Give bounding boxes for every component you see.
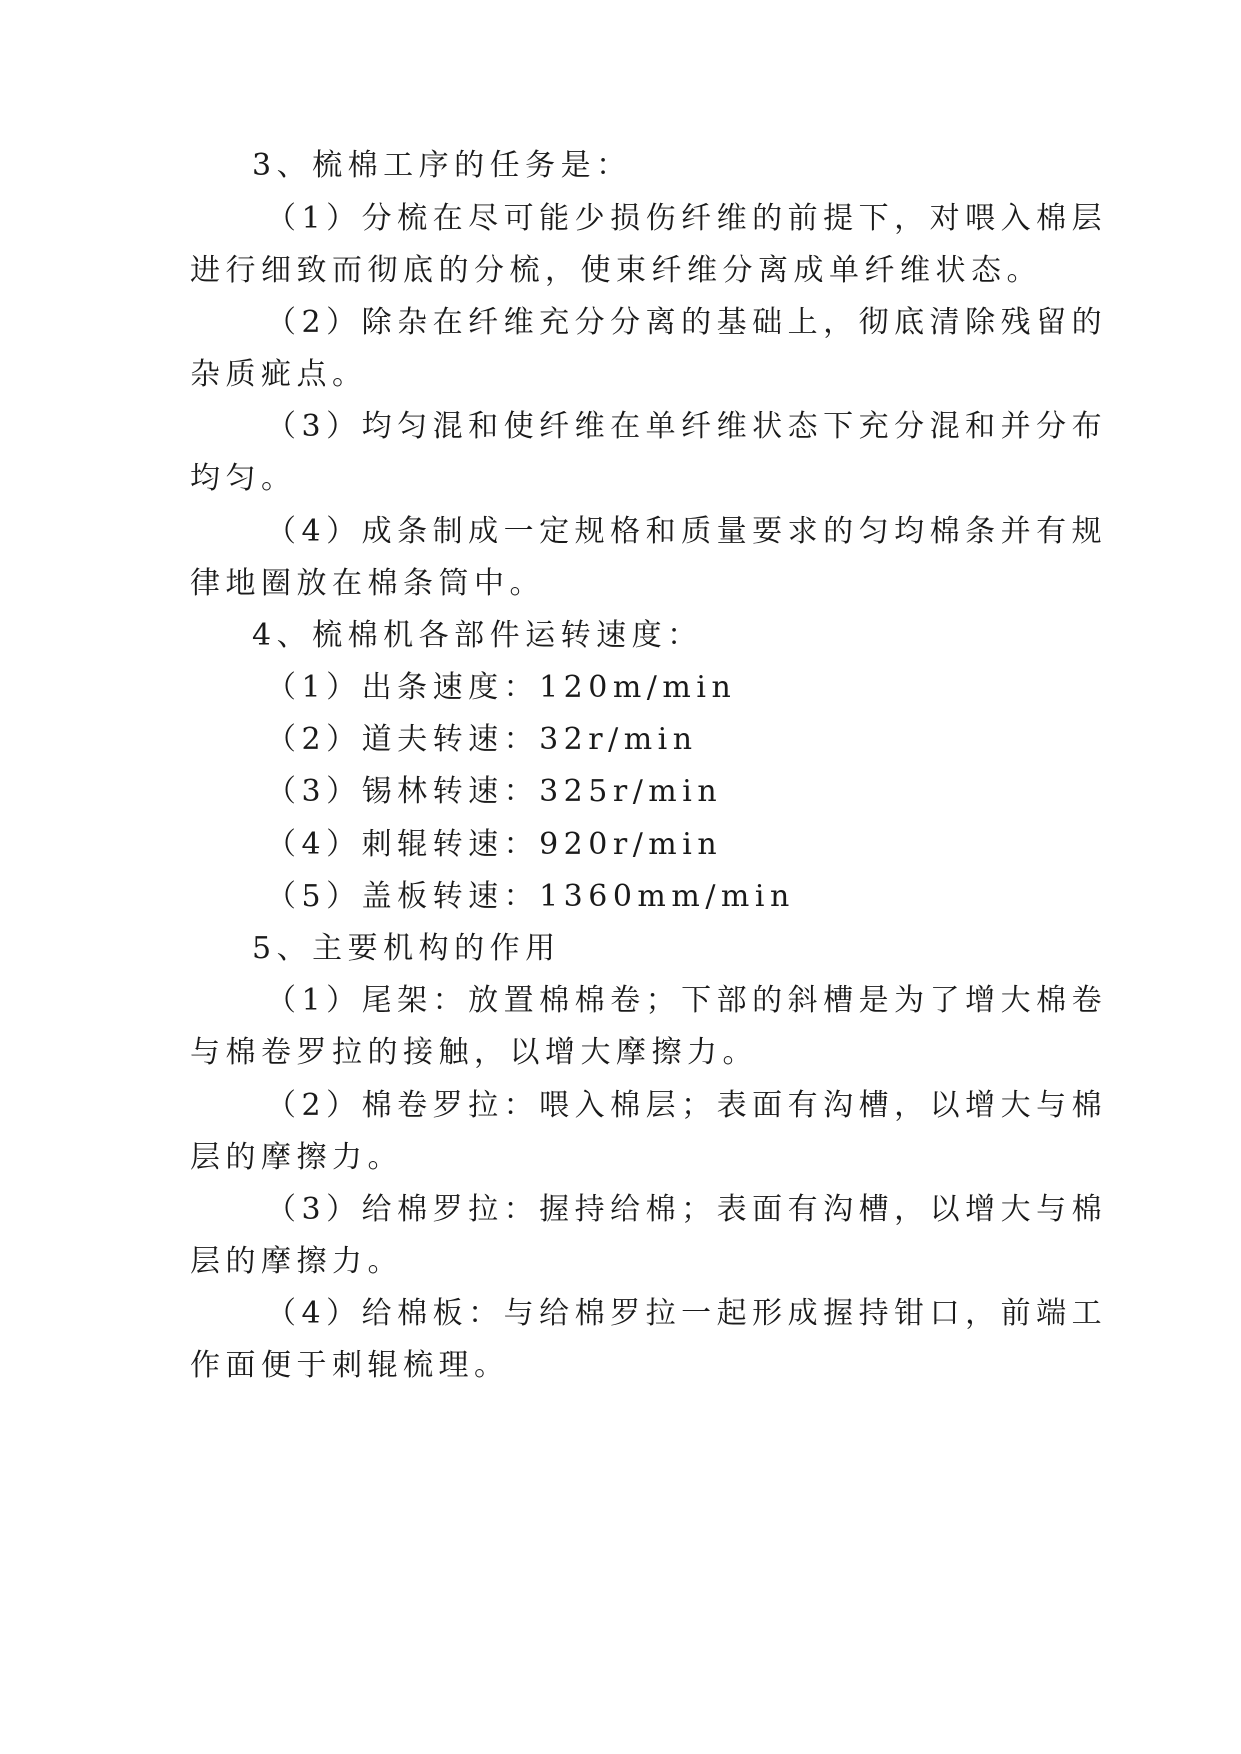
section-5-heading: 5、主要机构的作用 [252, 931, 561, 966]
speed-item-2: （2）道夫转速：32r/min [266, 722, 698, 757]
task-4-line-1: （4）成条制成一定规格和质量要求的匀均棉条并有规 [266, 514, 1108, 549]
speed-item-5: （5）盖板转速：1360mm/min [266, 879, 795, 914]
task-4-line-2: 律地圈放在棉条筒中。 [190, 566, 545, 601]
task-3-line-1: （3）均匀混和使纤维在单纤维状态下充分混和并分布 [266, 409, 1108, 444]
task-2-line-1: （2）除杂在纤维充分分离的基础上，彻底清除残留的 [266, 305, 1108, 340]
section-4-heading: 4、梳棉机各部件运转速度： [252, 618, 703, 653]
mechanism-1-line-1: （1）尾架：放置棉棉卷；下部的斜槽是为了增大棉卷 [266, 983, 1108, 1018]
task-2-line-2: 杂质疵点。 [190, 357, 368, 392]
task-1-line-2: 进行细致而彻底的分梳，使束纤维分离成单纤维状态。 [190, 253, 1042, 288]
mechanism-3-line-1: （3）给棉罗拉：握持给棉；表面有沟槽，以增大与棉 [266, 1192, 1108, 1227]
speed-item-1: （1）出条速度：120m/min [266, 670, 737, 705]
speed-item-3: （3）锡林转速：325r/min [266, 774, 723, 809]
mechanism-4-line-1: （4）给棉板：与给棉罗拉一起形成握持钳口，前端工 [266, 1296, 1108, 1331]
mechanism-3-line-2: 层的摩擦力。 [190, 1244, 403, 1279]
mechanism-2-line-1: （2）棉卷罗拉：喂入棉层；表面有沟槽，以增大与棉 [266, 1088, 1108, 1123]
mechanism-2-line-2: 层的摩擦力。 [190, 1140, 403, 1175]
mechanism-4-line-2: 作面便于刺辊梳理。 [190, 1348, 510, 1383]
speed-item-4: （4）刺辊转速：920r/min [266, 827, 723, 862]
section-3-heading: 3、梳棉工序的任务是： [252, 148, 632, 183]
mechanism-1-line-2: 与棉卷罗拉的接触，以增大摩擦力。 [190, 1035, 758, 1070]
task-1-line-1: （1）分梳在尽可能少损伤纤维的前提下，对喂入棉层 [266, 201, 1108, 236]
task-3-line-2: 均匀。 [190, 461, 297, 496]
